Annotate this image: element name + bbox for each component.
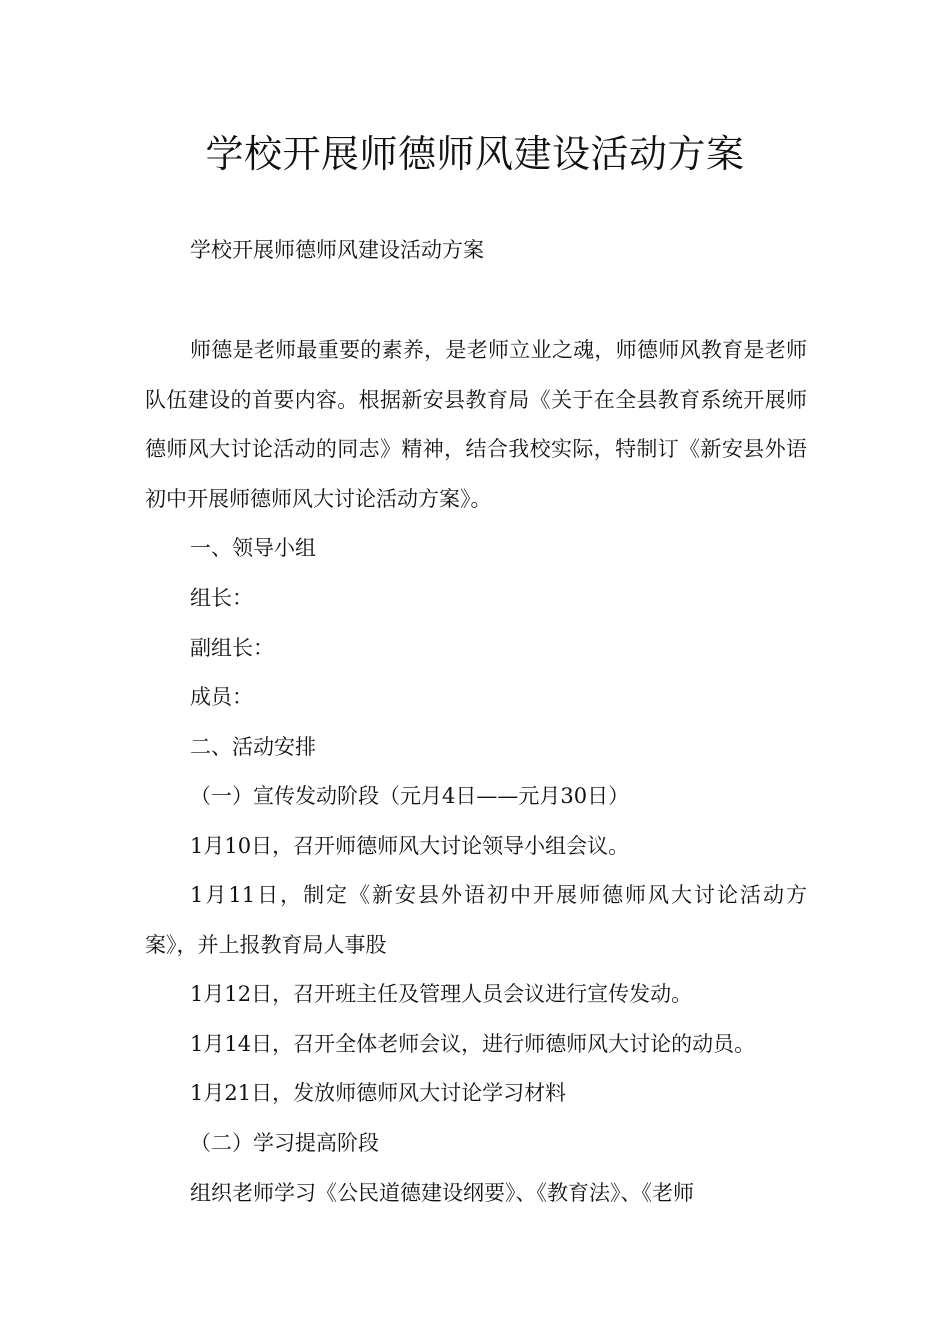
schedule-item: 1月10日，召开师德师风大讨论领导小组会议。 — [190, 834, 630, 858]
members-line: 成员： — [190, 685, 253, 709]
document-subtitle: 学校开展师德师风建设活动方案 — [190, 238, 484, 262]
schedule-item: 1月12日，召开班主任及管理人员会议进行宣传发动。 — [190, 982, 693, 1006]
deputy-leader-line: 副组长： — [190, 636, 274, 660]
section-heading-leadership: 一、领导小组 — [190, 536, 316, 560]
section-heading-schedule: 二、活动安排 — [190, 735, 316, 759]
schedule-item: 1月14日，召开全体老师会议，进行师德师风大讨论的动员。 — [190, 1032, 756, 1056]
study-paragraph: 组织老师学习《公民道德建设纲要》、《教育法》、《老师 — [190, 1181, 694, 1205]
phase-heading-publicity: （一）宣传发动阶段（元月4日——元月30日） — [190, 784, 630, 808]
document-title: 学校开展师德师风建设活动方案 — [205, 132, 745, 176]
phase-heading-study: （二）学习提高阶段 — [190, 1131, 379, 1155]
schedule-item: 1月11日，制定《新安县外语初中开展师德师风大讨论活动方案》，并上报教育局人事股 — [145, 883, 807, 957]
schedule-item: 1月21日，发放师德师风大讨论学习材料 — [190, 1081, 567, 1105]
leader-line: 组长： — [190, 586, 253, 610]
intro-paragraph: 师德是老师最重要的素养，是老师立业之魂，师德师风教育是老师队伍建设的首要内容。根据新安县教育局《关于在全县教育系统开展师德师风大讨论活动的同志》精神，结合我校实际，特制订《新安县外语初中开展师德师风大讨论活动方案》。 — [145, 338, 807, 511]
